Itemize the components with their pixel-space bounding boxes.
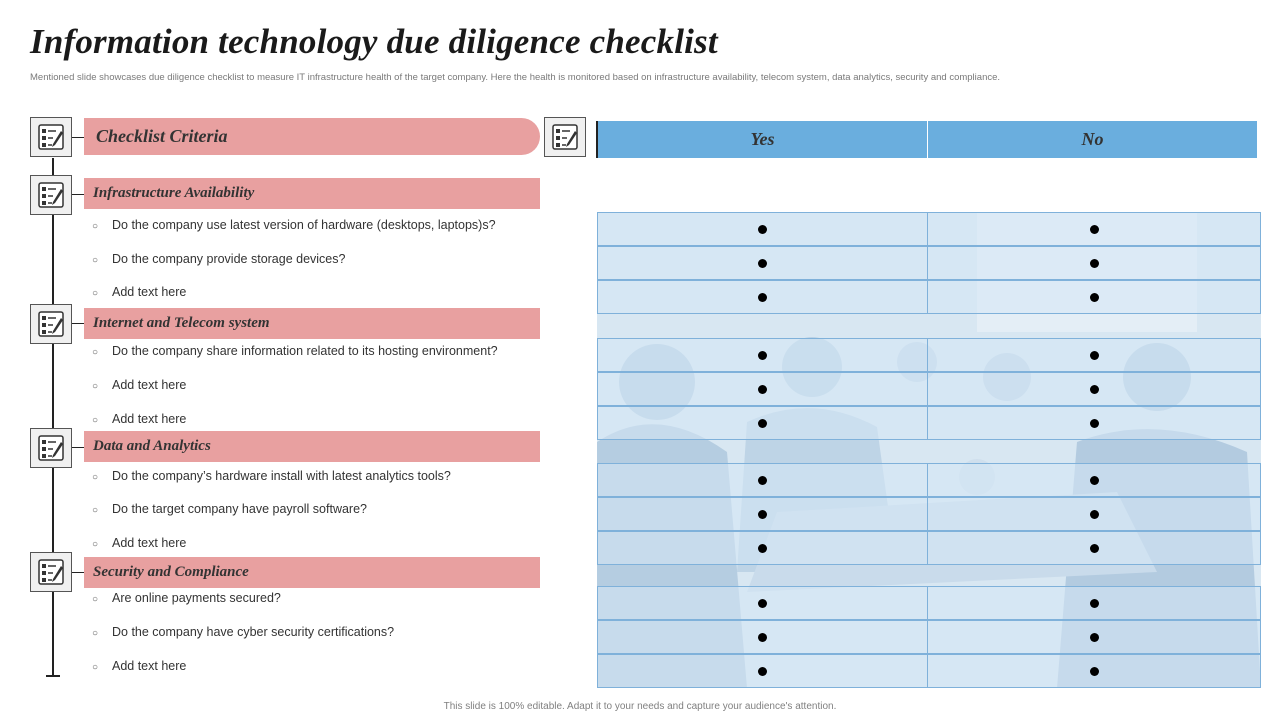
filled-dot-icon (1090, 476, 1099, 485)
item-text: Do the company have cyber security certifications? (112, 625, 395, 639)
section-header-security-compliance (84, 557, 540, 588)
connector (72, 572, 84, 573)
connector (72, 137, 84, 138)
bullet-icon: ○ (92, 255, 99, 266)
checkbox-cell-no[interactable] (927, 654, 1261, 688)
checkbox-cell-no[interactable] (927, 338, 1261, 372)
filled-dot-icon (1090, 293, 1099, 302)
checklist-item (92, 412, 186, 426)
section-title: Internet and Telecom system (93, 315, 270, 331)
checkbox-cell-no[interactable] (927, 212, 1261, 246)
filled-dot-icon (758, 667, 767, 676)
item-text: Do the company provide storage devices? (112, 252, 346, 266)
bullet-icon: ○ (92, 415, 99, 426)
checkbox-cell-yes[interactable] (597, 280, 928, 314)
section-title: Data and Analytics (93, 438, 211, 454)
column-header-no: No (928, 121, 1257, 158)
filled-dot-icon (1090, 599, 1099, 608)
filled-dot-icon (758, 599, 767, 608)
filled-dot-icon (758, 293, 767, 302)
bullet-icon: ○ (92, 288, 99, 299)
checkbox-cell-no[interactable] (927, 463, 1261, 497)
item-text: Do the company use latest version of hardware (desktops, laptops)s? (112, 218, 496, 232)
checklist-item (92, 625, 394, 639)
checklist-criteria-banner (84, 118, 540, 155)
checkbox-cell-yes[interactable] (597, 406, 928, 440)
item-text: Are online payments secured? (112, 591, 281, 605)
checkbox-cell-yes[interactable] (597, 338, 928, 372)
checkbox-cell-yes[interactable] (597, 620, 928, 654)
checklist-item (92, 536, 186, 550)
checkbox-cell-no[interactable] (927, 372, 1261, 406)
filled-dot-icon (1090, 259, 1099, 268)
checklist-item (92, 659, 186, 673)
checkbox-cell-yes[interactable] (597, 372, 928, 406)
filled-dot-icon (1090, 225, 1099, 234)
checklist-criteria-label: Checklist Criteria (96, 126, 228, 146)
bullet-icon: ○ (92, 381, 99, 392)
checkbox-cell-no[interactable] (927, 246, 1261, 280)
filled-dot-icon (1090, 667, 1099, 676)
timeline-line (52, 158, 54, 676)
page-title: Information technology due diligence checklist (30, 22, 718, 61)
section-header-internet-telecom (84, 308, 540, 339)
checkbox-cell-no[interactable] (927, 497, 1261, 531)
checklist-item (92, 344, 498, 358)
checkbox-cell-yes[interactable] (597, 586, 928, 620)
checklist-item (92, 502, 367, 516)
checklist-item (92, 378, 186, 392)
item-text: Do the company’s hardware install with latest analytics tools? (112, 469, 451, 483)
checkbox-cell-yes[interactable] (597, 497, 928, 531)
footer-note: This slide is 100% editable. Adapt it to your needs and capture your audience's attention. (443, 701, 837, 712)
column-header-yes: Yes (598, 121, 927, 158)
checkbox-cell-no[interactable] (927, 406, 1261, 440)
filled-dot-icon (1090, 351, 1099, 360)
checkbox-cell-no[interactable] (927, 620, 1261, 654)
item-text: Add text here (112, 659, 187, 673)
filled-dot-icon (758, 225, 767, 234)
filled-dot-icon (758, 385, 767, 394)
section-header-infrastructure (84, 178, 540, 209)
bullet-icon: ○ (92, 662, 99, 673)
checklist-pen-icon (544, 117, 586, 157)
filled-dot-icon (758, 419, 767, 428)
item-text: Do the target company have payroll software? (112, 502, 367, 516)
filled-dot-icon (1090, 544, 1099, 553)
checkbox-cell-yes[interactable] (597, 463, 928, 497)
checkbox-cell-yes[interactable] (597, 212, 928, 246)
connector (72, 323, 84, 324)
checkbox-cell-no[interactable] (927, 280, 1261, 314)
checklist-pen-icon (30, 552, 72, 592)
checklist-pen-icon (30, 117, 72, 157)
checklist-item (92, 218, 496, 232)
filled-dot-icon (758, 544, 767, 553)
bullet-icon: ○ (92, 347, 99, 358)
checkbox-cell-yes[interactable] (597, 246, 928, 280)
bullet-icon: ○ (92, 505, 99, 516)
bullet-icon: ○ (92, 539, 99, 550)
bullet-icon: ○ (92, 594, 99, 605)
item-text: Add text here (112, 412, 187, 426)
filled-dot-icon (1090, 633, 1099, 642)
section-header-data-analytics (84, 431, 540, 462)
bullet-icon: ○ (92, 628, 99, 639)
item-text: Do the company share information related to its hosting environment? (112, 344, 498, 358)
filled-dot-icon (758, 351, 767, 360)
section-title: Infrastructure Availability (93, 185, 255, 201)
item-text: Add text here (112, 536, 187, 550)
connector (72, 194, 84, 195)
checklist-item (92, 285, 186, 299)
filled-dot-icon (758, 476, 767, 485)
filled-dot-icon (758, 633, 767, 642)
item-text: Add text here (112, 285, 187, 299)
filled-dot-icon (1090, 510, 1099, 519)
checklist-pen-icon (30, 304, 72, 344)
checklist-pen-icon (30, 175, 72, 215)
checkbox-cell-no[interactable] (927, 531, 1261, 565)
checklist-pen-icon (30, 428, 72, 468)
filled-dot-icon (758, 510, 767, 519)
filled-dot-icon (1090, 419, 1099, 428)
item-text: Add text here (112, 378, 187, 392)
bullet-icon: ○ (92, 472, 99, 483)
checkbox-cell-yes[interactable] (597, 654, 928, 688)
timeline-end-cap (46, 675, 60, 677)
filled-dot-icon (1090, 385, 1099, 394)
checkbox-cell-yes[interactable] (597, 531, 928, 565)
connector (72, 447, 84, 448)
checklist-item (92, 591, 281, 605)
bullet-icon: ○ (92, 221, 99, 232)
filled-dot-icon (758, 259, 767, 268)
section-title: Security and Compliance (93, 564, 249, 580)
checklist-item (92, 469, 451, 483)
checklist-item (92, 252, 345, 266)
page-subtitle: Mentioned slide showcases due diligence checklist to measure IT infrastructure health of the target company. Here the health is monitored based on infrastructure availability, telecom system, data analytics, security and compliance. (30, 72, 1001, 83)
checkbox-cell-no[interactable] (927, 586, 1261, 620)
